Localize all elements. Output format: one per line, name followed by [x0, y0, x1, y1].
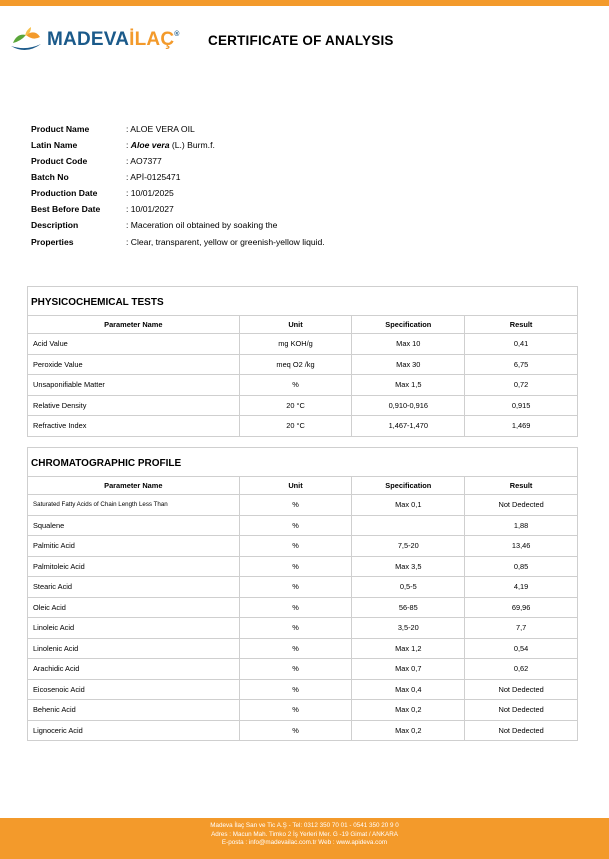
company-logo — [9, 24, 180, 56]
table-row — [28, 395, 578, 416]
table-row — [28, 536, 578, 557]
chromatographic-table — [27, 447, 578, 741]
table-cell: Not Dedected — [465, 720, 578, 741]
table-cell: % — [239, 679, 352, 700]
table-cell: Max 0,7 — [352, 659, 465, 680]
column-header: Result — [465, 477, 578, 495]
table-cell: 0,910-0,916 — [352, 395, 465, 416]
info-value: : APİ-0125471 — [126, 172, 181, 182]
table-cell: Palmitic Acid — [28, 536, 240, 557]
table-cell: 0,5-5 — [352, 577, 465, 598]
table-cell: Eicosenoic Acid — [28, 679, 240, 700]
table-cell: Unsaponifiable Matter — [28, 375, 240, 396]
table-cell — [352, 515, 465, 536]
document-title: CERTIFICATE OF ANALYSIS — [208, 33, 394, 48]
table-cell: Linoleic Acid — [28, 618, 240, 639]
table-cell: Max 0,2 — [352, 700, 465, 721]
table-header-row — [28, 477, 578, 495]
table-cell: Squalene — [28, 515, 240, 536]
table-cell: % — [239, 618, 352, 639]
table-cell: Refractive Index — [28, 416, 240, 437]
table-cell: Not Dedected — [465, 495, 578, 516]
table-cell: Not Dedected — [465, 679, 578, 700]
table-row — [28, 515, 578, 536]
table-cell: % — [239, 659, 352, 680]
table-row — [28, 577, 578, 598]
table-row — [28, 720, 578, 741]
table-cell: meq O2 /kg — [239, 354, 352, 375]
info-value: : Maceration oil obtained by soaking the — [126, 220, 278, 230]
column-header: Parameter Name — [28, 316, 240, 334]
table-cell: Max 0,4 — [352, 679, 465, 700]
info-label: Product Code — [31, 156, 88, 166]
table-cell: Relative Density — [28, 395, 240, 416]
table-cell: Saturated Fatty Acids of Chain Length Less Than — [28, 495, 240, 516]
table-cell: 4,19 — [465, 577, 578, 598]
table-cell: Stearic Acid — [28, 577, 240, 598]
table-row — [28, 375, 578, 396]
footer — [0, 818, 609, 859]
table-cell: Acid Value — [28, 334, 240, 355]
table-cell: 1,469 — [465, 416, 578, 437]
table-cell: % — [239, 556, 352, 577]
table-row — [28, 495, 578, 516]
table-cell: Max 1,5 — [352, 375, 465, 396]
section-title-row — [28, 287, 578, 316]
table-row — [28, 334, 578, 355]
physicochemical-table — [27, 286, 578, 437]
table-cell: 0,72 — [465, 375, 578, 396]
table-row — [28, 659, 578, 680]
info-value: : ALOE VERA OIL — [126, 124, 195, 134]
table-cell: % — [239, 577, 352, 598]
table-row — [28, 556, 578, 577]
info-label: Properties — [31, 237, 74, 247]
table-row — [28, 354, 578, 375]
table-cell: Max 3,5 — [352, 556, 465, 577]
table-cell: 69,96 — [465, 597, 578, 618]
table-cell: % — [239, 638, 352, 659]
table-cell: % — [239, 495, 352, 516]
table-cell: 0,54 — [465, 638, 578, 659]
logo-wordmark: MADEVAİLAÇ® — [47, 29, 180, 50]
table-cell: Max 1,2 — [352, 638, 465, 659]
table-cell: 20 °C — [239, 416, 352, 437]
table-cell: % — [239, 720, 352, 741]
table-row — [28, 679, 578, 700]
table-cell: Peroxide Value — [28, 354, 240, 375]
table-cell: Arachidic Acid — [28, 659, 240, 680]
info-label: Batch No — [31, 172, 69, 182]
table-cell: 7,7 — [465, 618, 578, 639]
table-row — [28, 638, 578, 659]
table-cell: Behenic Acid — [28, 700, 240, 721]
table-row — [28, 416, 578, 437]
column-header: Specification — [352, 477, 465, 495]
table-cell: Lignoceric Acid — [28, 720, 240, 741]
section-title: CHROMATOGRAPHIC PROFILE — [28, 448, 578, 477]
table-cell: 13,46 — [465, 536, 578, 557]
table-cell: Max 0,1 — [352, 495, 465, 516]
info-value: : 10/01/2025 — [126, 188, 174, 198]
table-row — [28, 700, 578, 721]
table-cell: 7,5-20 — [352, 536, 465, 557]
info-label: Production Date — [31, 188, 98, 198]
table-cell: 1,467-1,470 — [352, 416, 465, 437]
table-cell: 6,75 — [465, 354, 578, 375]
table-cell: % — [239, 536, 352, 557]
column-header: Unit — [239, 477, 352, 495]
table-row — [28, 597, 578, 618]
footer-address-line: Adres : Macun Mah. Timko 2 İş Yerleri Mer. G -19 Gimat / ANKARA — [211, 830, 398, 838]
table-cell: Max 10 — [352, 334, 465, 355]
table-cell: Linolenic Acid — [28, 638, 240, 659]
table-cell: Oleic Acid — [28, 597, 240, 618]
column-header: Parameter Name — [28, 477, 240, 495]
table-cell: % — [239, 597, 352, 618]
table-cell: 0,85 — [465, 556, 578, 577]
table-cell: 56-85 — [352, 597, 465, 618]
table-cell: Palmitoleic Acid — [28, 556, 240, 577]
table-row — [28, 618, 578, 639]
table-cell: mg KOH/g — [239, 334, 352, 355]
table-cell: % — [239, 515, 352, 536]
info-value: : 10/01/2027 — [126, 204, 174, 214]
section-title: PHYSICOCHEMICAL TESTS — [28, 287, 578, 316]
table-cell: 3,5-20 — [352, 618, 465, 639]
table-header-row — [28, 316, 578, 334]
table-cell: Not Dedected — [465, 700, 578, 721]
info-label: Latin Name — [31, 140, 78, 150]
column-header: Result — [465, 316, 578, 334]
footer-company-line: Madeva İlaç San ve Tic A.Ş - Tel: 0312 350 70 01 - 0541 350 20 9 0 — [210, 822, 399, 829]
info-label: Best Before Date — [31, 204, 101, 214]
table-cell: 20 °C — [239, 395, 352, 416]
info-value: : AO7377 — [126, 156, 162, 166]
table-cell: % — [239, 375, 352, 396]
table-cell: 1,88 — [465, 515, 578, 536]
leaf-logo-icon — [9, 25, 43, 55]
footer-contact-line: E-posta : info@madevailac.com.tr Web : www.apideva.com — [221, 839, 388, 847]
column-header: Unit — [239, 316, 352, 334]
info-value: : Aloe vera (L.) Burm.f. — [126, 140, 215, 150]
table-cell: 0,915 — [465, 395, 578, 416]
column-header: Specification — [352, 316, 465, 334]
info-value: : Clear, transparent, yellow or greenish-yellow liquid. — [126, 237, 325, 247]
table-cell: Max 0,2 — [352, 720, 465, 741]
top-accent-bar — [0, 0, 609, 6]
table-cell: 0,41 — [465, 334, 578, 355]
info-label: Product Name — [31, 124, 90, 134]
section-title-row — [28, 448, 578, 477]
table-cell: 0,62 — [465, 659, 578, 680]
table-cell: % — [239, 700, 352, 721]
info-label: Description — [31, 220, 79, 230]
table-cell: Max 30 — [352, 354, 465, 375]
